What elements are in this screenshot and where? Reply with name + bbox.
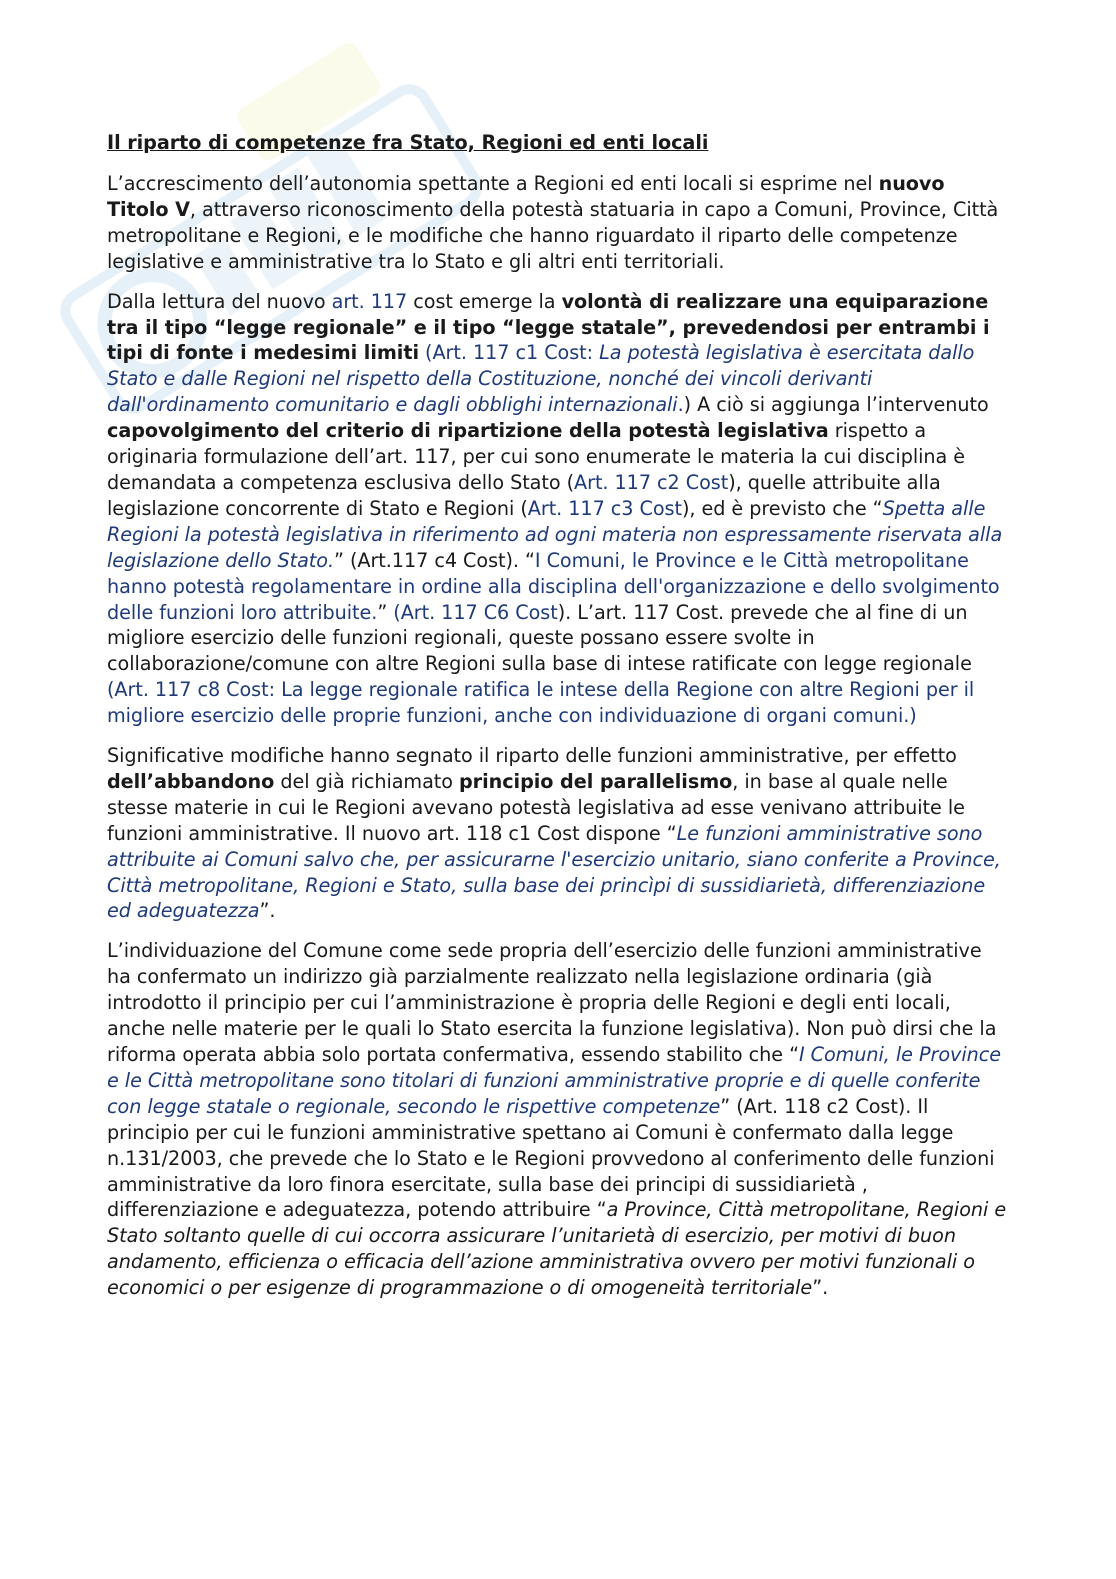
bold-text: dell’abbandono xyxy=(107,769,275,793)
article-reference: (Art. 117 c8 Cost: La legge regionale ratifica le intese della Regione con altre Regioni per il migliore esercizio delle proprie funzioni, anche con individuazione di organi comuni.) xyxy=(107,678,975,728)
bold-text: nuovo Titolo V xyxy=(107,172,945,221)
text-span: ). L’art. 117 Cost. prevede che al fine di un migliore esercizio delle funzioni regionali, queste possano essere svolte in collaborazione/comune con altre Regioni sulla base di intese ratificate con legge regionale xyxy=(107,600,972,676)
text-span: Significative modifiche hanno segnato il riparto delle funzioni amministrative, per effetto xyxy=(107,744,957,768)
text-span: , attraverso riconoscimento della potestà statuaria in capo a Comuni, Province, Città metropolitane e Regioni, e le modifiche che hanno riguardato il riparto delle competenze legislative e amministrative tra lo Stato e gli altri enti territoriali. xyxy=(107,197,999,273)
paragraph-1 xyxy=(107,171,1007,275)
text-span: ) A ciò si aggiunga l’intervenuto xyxy=(683,393,989,417)
text-span: , in base al quale nelle stesse materie in cui le Regioni avevano potestà legislativa ad esse venivano attribuite le funzioni amministrative. Il nuovo art. 118 c1 Cost dispone “ xyxy=(107,769,965,845)
text-span: Dalla lettura del nuovo xyxy=(107,289,332,313)
page-title: Il riparto di competenze fra Stato, Regioni ed enti locali xyxy=(107,131,709,154)
text-span: del già richiamato xyxy=(274,769,459,793)
text-span: ), quelle attribuite alla legislazione concorrente di Stato e Regioni ( xyxy=(107,470,941,520)
bold-text: capovolgimento del criterio di ripartizione della potestà legislativa xyxy=(107,419,829,443)
italic-quote: a Province, Città metropolitane, Regioni e Stato soltanto quelle di cui occorra assicurare l’unitarietà di esercizio, per motivi di buon andamento, efficienza o efficacia dell’azione amministrativa ovvero per motivi funzionali o economici o per esigenze di programmazione o di omogeneità territoriale xyxy=(107,1198,1007,1300)
article-reference: (Art. 117 C6 Cost xyxy=(393,600,558,624)
paragraph-4 xyxy=(107,938,1007,1301)
paragraph-2 xyxy=(107,289,1007,729)
text-span: ” (Art. 118 c2 Cost). Il principio per cui le funzioni amministrative spettano ai Comuni è confermato dalla legge n.131/2003, che prevede che lo Stato e le Regioni provvedono al conferimento delle funzioni amministrative da loro finora esercitate, sulla base dei principi di sussidiarietà , differenziazione e adeguatezza, potendo attribuire “ xyxy=(107,1094,995,1222)
article-reference: art. 117 xyxy=(331,289,408,313)
text-span: ” xyxy=(377,600,394,624)
text-span: ”. xyxy=(812,1276,829,1300)
article-reference: Art. 117 c3 Cost xyxy=(527,496,682,520)
quoted-law-text: I Comuni, le Province e le Città metropolitane hanno potestà regolamentare in ordine alla disciplina dell'organizzazione e dello svolgimento delle funzioni loro attribuite. xyxy=(107,548,1000,624)
text-span: L’individuazione del Comune come sede propria dell’esercizio delle funzioni amministrative ha confermato un indirizzo già parzialmente realizzato nella legislazione ordinaria (già introdotto il principio per cui l’amministrazione è propria delle Regioni e degli enti locali, anche nelle materie per le quali lo Stato esercita la funzione legislativa). Non può dirsi che la riforma operata abbia solo portata confermativa, essendo stabilito che “ xyxy=(107,939,997,1066)
text-span: L’accrescimento dell’autonomia spettante a Regioni ed enti locali si esprime nel xyxy=(107,172,879,195)
bold-text: volontà di realizzare una equiparazione tra il tipo “legge regionale” e il tipo “legge statale”, prevedendosi per entrambi i tipi di fonte i medesimi limiti xyxy=(107,289,990,365)
quoted-law-text: Le funzioni amministrative sono attribuite ai Comuni salvo che, per assicurarne l'esercizio unitario, siano conferite a Province, Città metropolitane, Regioni e Stato, sulla base dei princìpi di sussidiarietà, differenziazione ed adeguatezza xyxy=(107,821,1001,923)
quoted-law-text: La potestà legislativa è esercitata dallo Stato e dalle Regioni nel rispetto della Costituzione, nonché dei vincoli derivanti dall'ordinamento comunitario e dagli obblighi internazionali xyxy=(107,341,975,417)
paragraph-3 xyxy=(107,743,1007,924)
article-reference: (Art. 117 c1 Cost: xyxy=(425,341,600,365)
text-span: ), ed è previsto che “ xyxy=(681,496,883,520)
quoted-law-text: I Comuni, le Province e le Città metropolitane sono titolari di funzioni amministrative proprie e di quelle conferite con legge statale o regionale, secondo le rispettive competenze xyxy=(107,1043,1001,1118)
text-span: ” (Art.117 c4 Cost). “ xyxy=(334,548,535,572)
text-span: ”. xyxy=(259,899,276,923)
document-body xyxy=(107,130,1007,1315)
bold-text: principio del parallelismo xyxy=(459,769,733,793)
article-reference: Art. 117 c2 Cost xyxy=(574,470,729,494)
article-reference: . xyxy=(677,393,684,417)
text-span: cost emerge la xyxy=(407,289,562,313)
quoted-law-text: Spetta alle Regioni la potestà legislativa in riferimento ad ogni materia non espressamente riservata alla legislazione dello Stato. xyxy=(107,496,1003,572)
text-span: rispetto a originaria formulazione dell’art. 117, per cui sono enumerate le materia la cui disciplina è demandata a competenza esclusiva dello Stato ( xyxy=(107,419,966,494)
